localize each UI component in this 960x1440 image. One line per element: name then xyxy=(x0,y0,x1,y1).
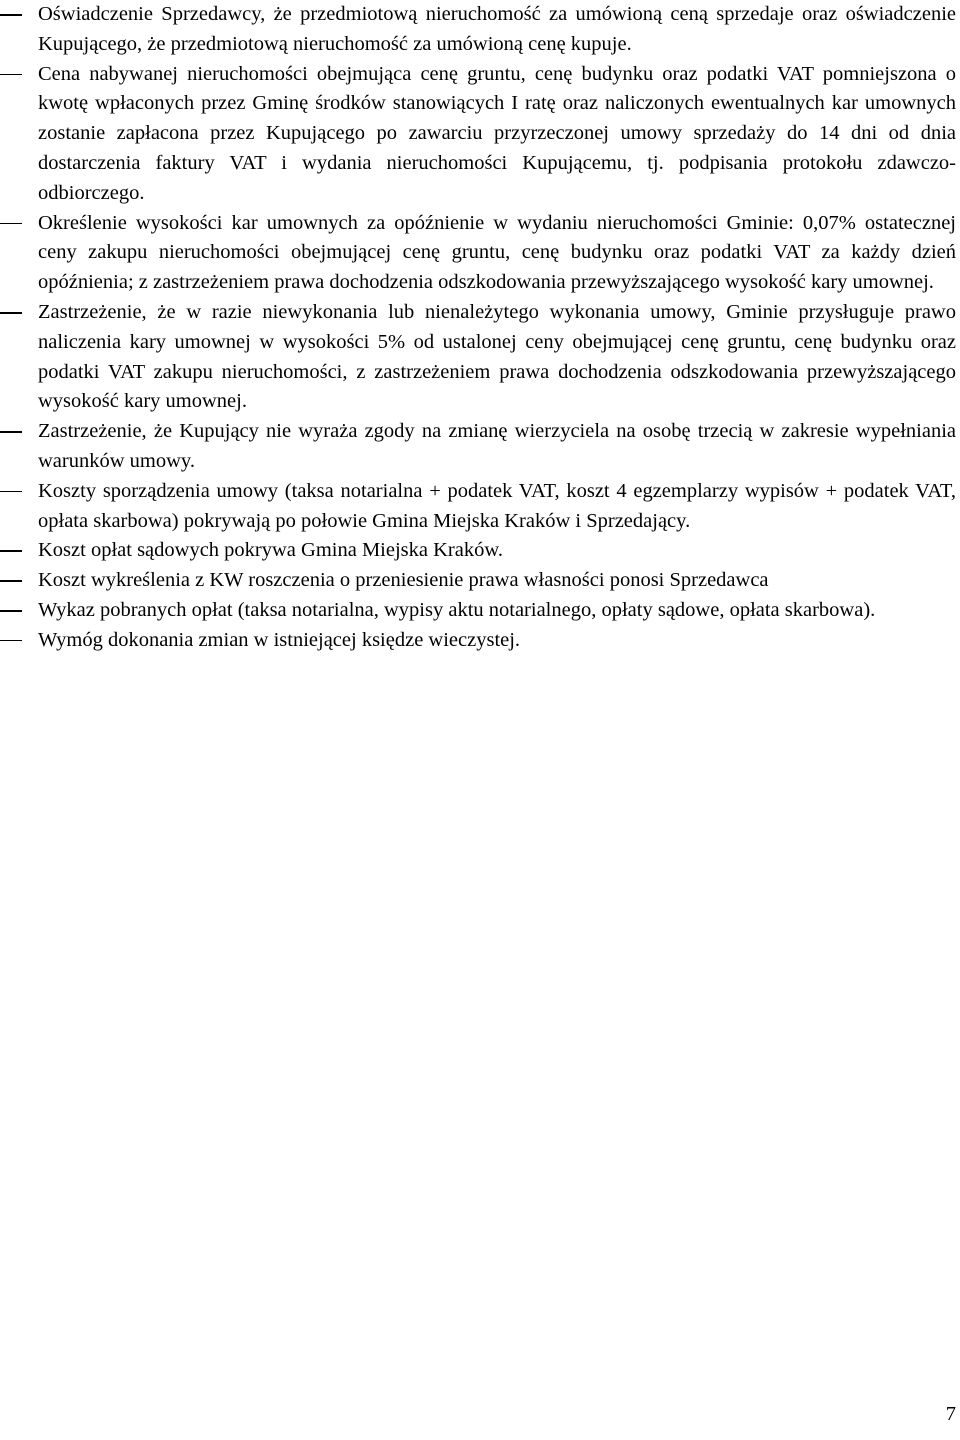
dash-bullet-icon xyxy=(0,223,22,225)
list-item xyxy=(0,566,956,596)
list-item-text: Zastrzeżenie, że Kupujący nie wyraża zgody na zmianę wierzyciela na osobę trzecią w zakresie wypełniania warunków umowy. xyxy=(38,420,956,472)
list-item xyxy=(0,417,956,477)
dash-bullet-icon xyxy=(0,550,22,552)
list-item xyxy=(0,626,956,656)
list-item-text: Oświadczenie Sprzedawcy, że przedmiotową nieruchomość za umówioną ceną sprzedaje oraz oświadczenie Kupującego, że przedmiotową nieruchomość za umówioną cenę kupuje. xyxy=(38,3,956,55)
list-item-text: Wymóg dokonania zmian w istniejącej księdze wieczystej. xyxy=(38,628,521,651)
dash-bullet-icon xyxy=(0,312,22,314)
list-item-text: Koszty sporządzenia umowy (taksa notarialna + podatek VAT, koszt 4 egzemplarzy wypisów + podatek VAT, opłata skarbowa) pokrywają po połowie Gmina Miejska Kraków i Sprzedający. xyxy=(38,479,956,532)
dash-bullet-icon xyxy=(0,580,22,582)
list-item-text: Koszt wykreślenia z KW roszczenia o przeniesienie prawa własności ponosi Sprzedawca xyxy=(38,569,769,592)
list-item xyxy=(0,536,956,566)
dash-bullet-icon xyxy=(0,14,22,16)
dash-bullet-icon xyxy=(0,610,22,612)
list-item-text: Zastrzeżenie, że w razie niewykonania lub nienależytego wykonania umowy, Gminie przysługuje prawo naliczenia kary umownej w wysokości 5% od ustalonej ceny obejmującej cenę gruntu, cenę budynku oraz podatki VAT zakupu nieruchomości, z zastrzeżeniem prawa dochodzenia odszkodowania przewyższającego wysokość kary umownej. xyxy=(38,300,956,413)
list-item-text: Wykaz pobranych opłat (taksa notarialna, wypisy aktu notarialnego, opłaty sądowe, opłata skarbowa). xyxy=(38,598,876,621)
list-item-text: Określenie wysokości kar umownych za opóźnienie w wydaniu nieruchomości Gminie: 0,07% ostatecznej ceny zakupu nieruchomości obejmującej cenę gruntu, cenę budynku oraz podatki VAT za każdy dzień opóźnienia; z zastrzeżeniem prawa dochodzenia odszkodowania przewyższającego wysokość kary umownej. xyxy=(38,211,956,294)
list-item xyxy=(0,209,956,298)
list-item xyxy=(0,477,956,537)
dash-bullet-icon xyxy=(0,640,22,642)
dash-bullet-icon xyxy=(0,74,22,76)
page-number: 7 xyxy=(945,1403,956,1425)
list-item xyxy=(0,60,956,209)
dash-bullet-icon xyxy=(0,431,22,433)
conditions-list xyxy=(0,0,956,656)
list-item xyxy=(0,298,956,417)
list-item xyxy=(0,596,956,626)
dash-bullet-icon xyxy=(0,491,22,493)
list-item xyxy=(0,0,956,60)
list-item-text: Cena nabywanej nieruchomości obejmująca cenę gruntu, cenę budynku oraz podatki VAT pomniejszona o kwotę wpłaconych przez Gminę środków stanowiących I ratę oraz naliczonych ewentualnych kar umownych zostanie zapłacona przez Kupującego po zawarciu przyrzeczonej umowy sprzedaży do 14 dni od dnia dostarczenia faktury VAT i wydania nieruchomości Kupującemu, tj. podpisania protokołu zdawczo-odbiorczego. xyxy=(38,62,956,204)
list-item-text: Koszt opłat sądowych pokrywa Gmina Miejska Kraków. xyxy=(38,539,503,562)
